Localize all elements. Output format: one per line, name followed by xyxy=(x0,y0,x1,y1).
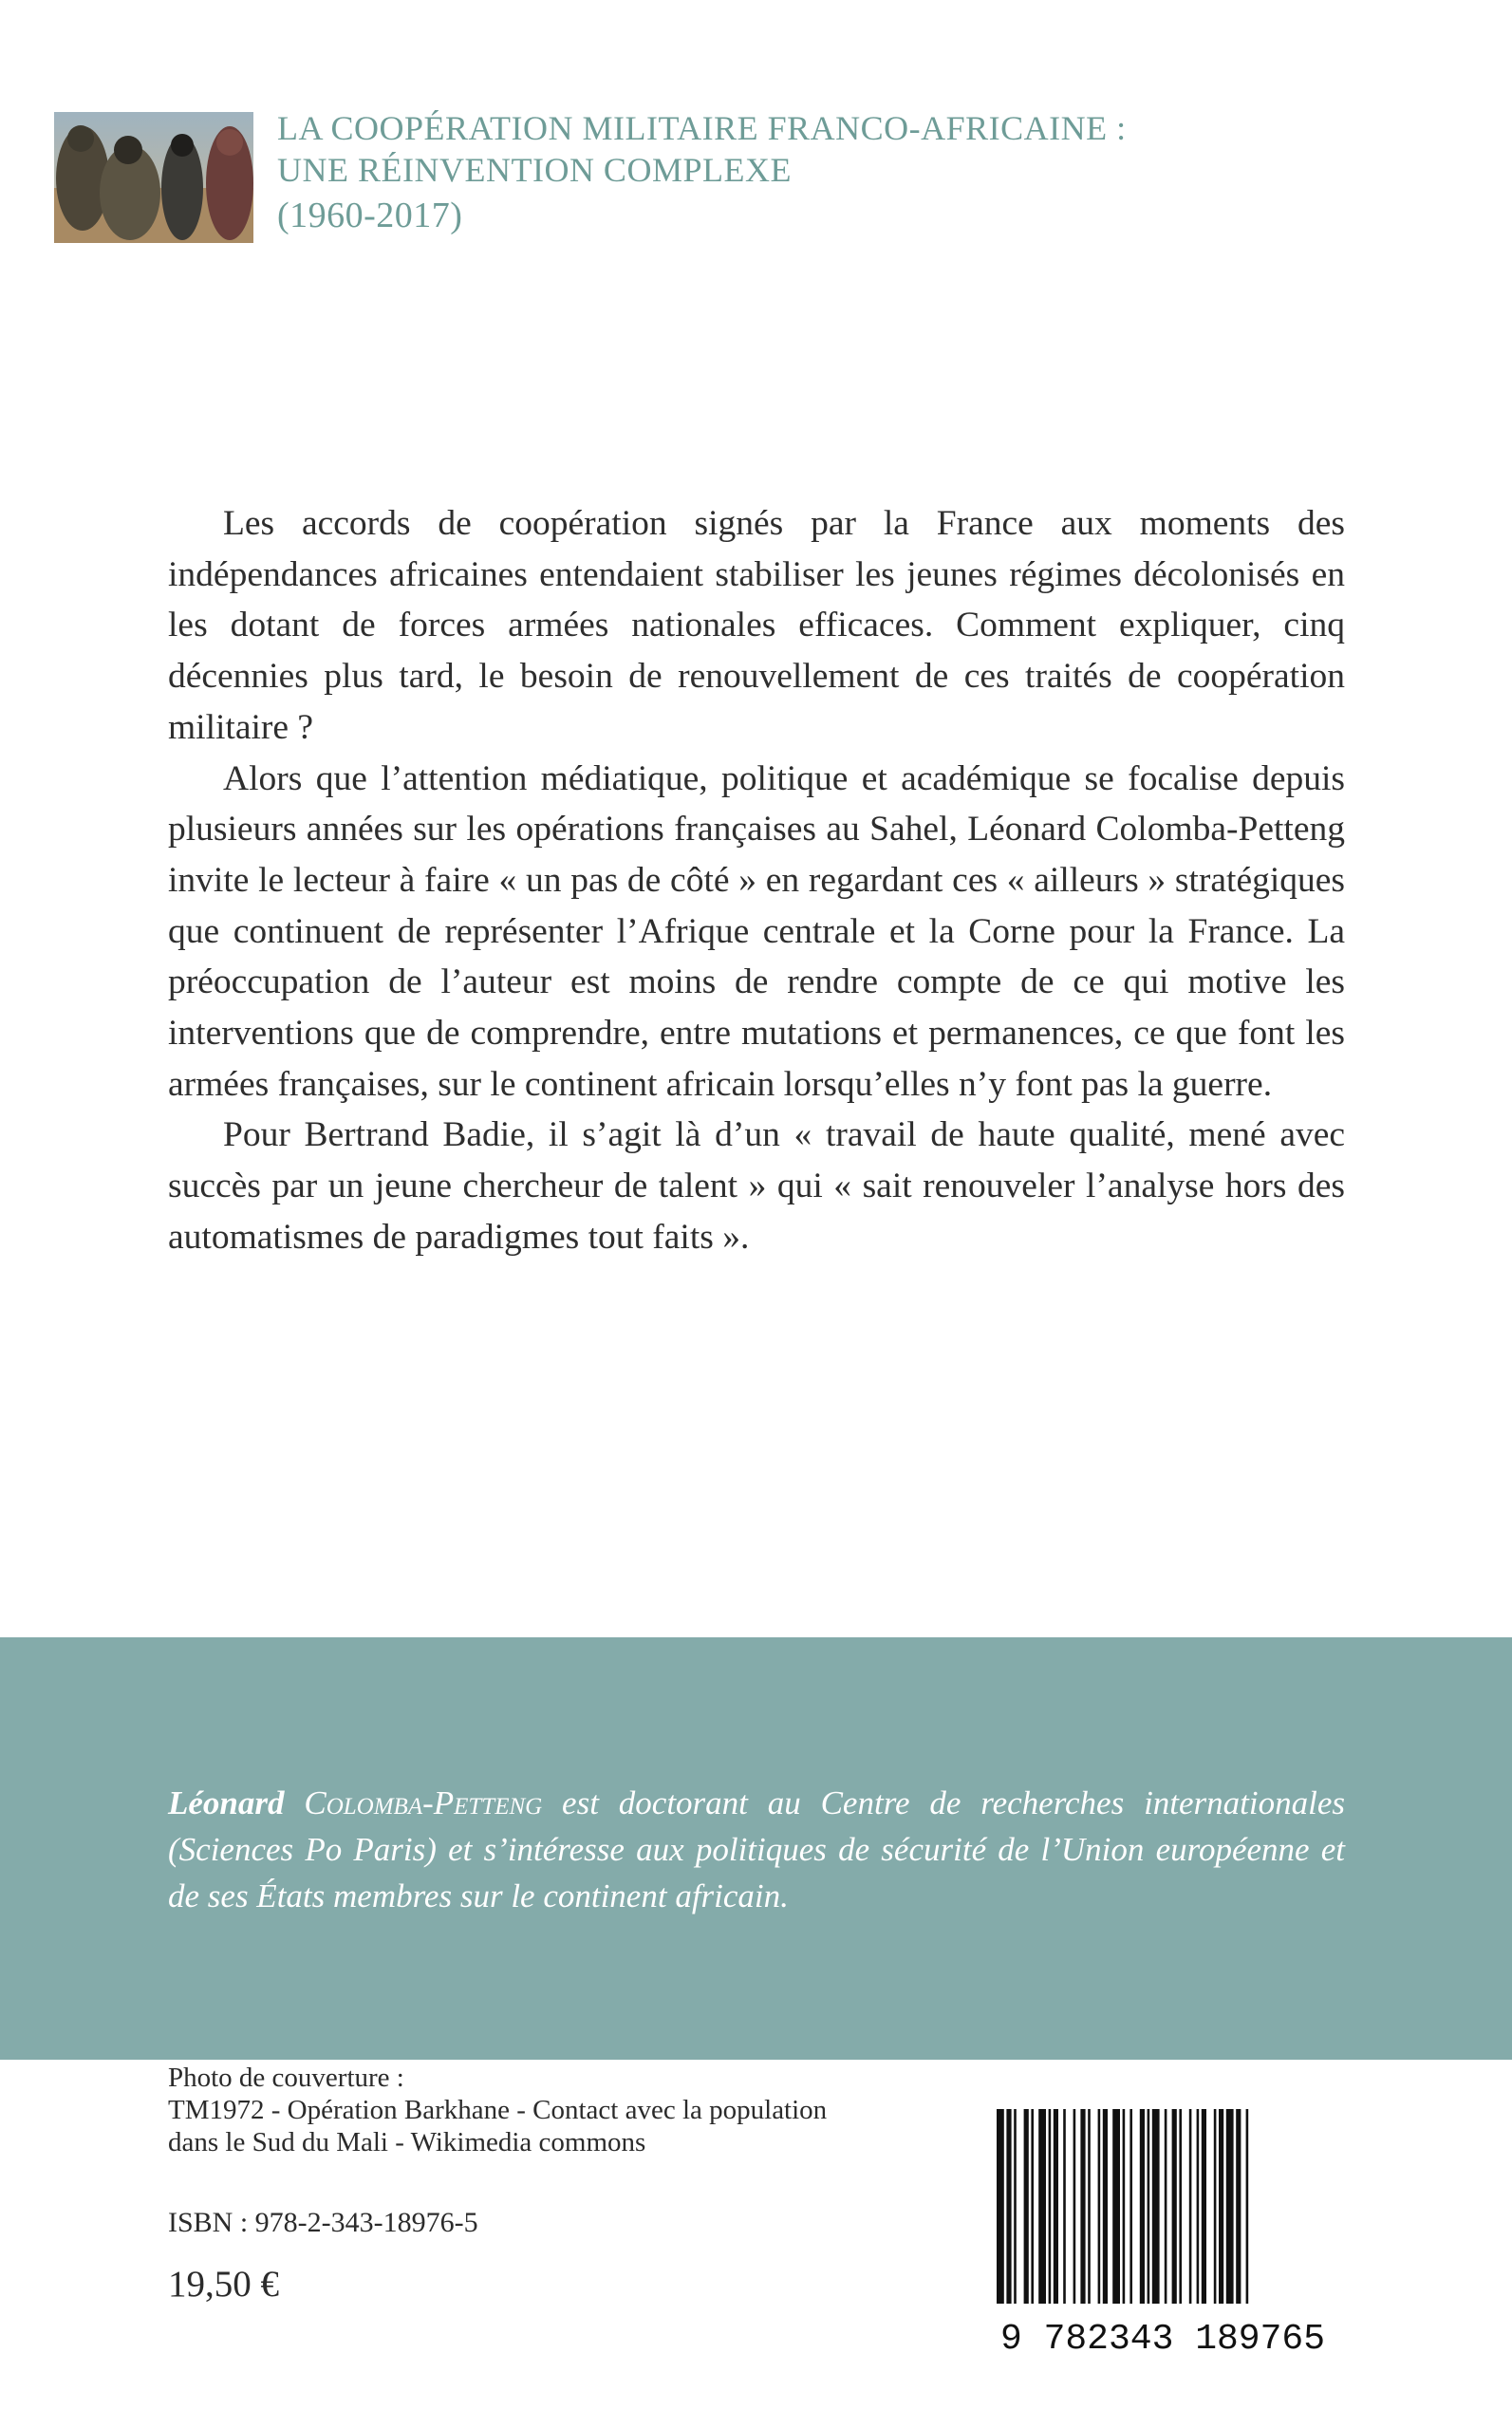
back-cover-text xyxy=(168,498,1345,1263)
barcode-digits: 9 782343 189765 xyxy=(999,2319,1326,2356)
title-line-1: LA COOPÉRATION MILITAIRE FRANCO-AFRICAINE : xyxy=(277,109,1127,147)
barcode-bar xyxy=(1088,2109,1091,2304)
barcode-bar xyxy=(1103,2109,1108,2304)
credits-line-2: dans le Sud du Mali - Wikimedia commons xyxy=(168,2127,646,2157)
barcode-bar xyxy=(1140,2109,1145,2304)
barcode-bar xyxy=(1063,2109,1066,2304)
photo-credits xyxy=(168,2062,975,2158)
barcode-bar xyxy=(1054,2109,1058,2304)
author-last-name: Colomba-Petteng xyxy=(304,1784,543,1821)
cover-photo xyxy=(54,112,253,243)
barcode-bar xyxy=(1172,2109,1177,2304)
barcode-bar xyxy=(1006,2109,1011,2304)
barcode-bar xyxy=(1031,2109,1034,2304)
barcode-bar xyxy=(1129,2109,1132,2304)
barcode-bar xyxy=(1214,2109,1217,2304)
barcode-bar xyxy=(1148,2109,1150,2304)
paragraph-2: Alors que l’attention médiatique, politique et académique se focalise depuis plusieurs années sur les opérations françaises au Sahel, Léonard Colomba-Petteng invite le lecteur à faire « un pas de côté » en regardant ces « ailleurs » stratégiques que continuent de représenter l’Afrique centrale et la Corne pour la France. La préoccupation de l’auteur est moins de rendre compte de ce qui motive les interventions que de comprendre, entre mutations et permanences, ce que font les armées françaises, sur le continent africain lorsqu’elles n’y font pas la guerre. xyxy=(168,758,1345,1104)
author-first-name: Léonard xyxy=(168,1784,285,1821)
paragraph-1: Les accords de coopération signés par la France aux moments des indépendances africaines entendaient stabiliser les jeunes régimes décolonisés en les dotant de forces armées nationales efficaces. Comment expliquer, cinq décennies plus tard, le besoin de renouvellement de ces traités de coopération militaire ? xyxy=(168,504,1345,747)
barcode-bar xyxy=(1165,2109,1167,2304)
barcode-bar xyxy=(1179,2109,1182,2304)
barcode-bar xyxy=(997,2109,1004,2304)
paragraph-3: Pour Bertrand Badie, il s’agit là d’un « travail de haute qualité, mené avec succès par un jeune chercheur de talent » qui « sait renouveler l’analyse hors des automatismes de paradigmes tout faits ». xyxy=(168,1115,1345,1257)
barcode-bar xyxy=(1246,2109,1249,2304)
barcode-bar xyxy=(1073,2109,1076,2304)
barcode-bar xyxy=(1219,2109,1223,2304)
barcode-bar xyxy=(1197,2109,1200,2304)
price: 19,50 € xyxy=(168,2264,279,2305)
barcode-bar xyxy=(1189,2109,1192,2304)
author-bio-text: est doctorant au Centre de recherches internationales (Sciences Po Paris) et s’intéresse aux politiques de sécurité de l’Union européenne et de ses États membres sur le continent africain. xyxy=(168,1784,1345,1914)
barcode-bar xyxy=(1152,2109,1160,2304)
barcode-bar xyxy=(1226,2109,1234,2304)
barcode-bar xyxy=(1202,2109,1206,2304)
barcode-bar xyxy=(1024,2109,1029,2304)
book-title xyxy=(277,107,1416,236)
barcode-bar xyxy=(1112,2109,1120,2304)
credits-label: Photo de couverture : xyxy=(168,2063,404,2093)
author-bio xyxy=(168,1780,1345,1919)
credits-line-1: TM1972 - Opération Barkhane - Contact avec la population xyxy=(168,2095,828,2125)
title-line-2: UNE RÉINVENTION COMPLEXE xyxy=(277,151,792,189)
barcode-bar xyxy=(1049,2109,1052,2304)
barcode-bar xyxy=(1236,2109,1241,2304)
isbn: ISBN : 978-2-343-18976-5 xyxy=(168,2207,478,2238)
barcode-bar xyxy=(1098,2109,1101,2304)
barcode xyxy=(987,2109,1338,2356)
title-dates: (1960-2017) xyxy=(277,196,463,235)
barcode-bar xyxy=(1080,2109,1085,2304)
barcode-bar xyxy=(1123,2109,1126,2304)
barcode-bar xyxy=(1014,2109,1017,2304)
barcode-bar xyxy=(1038,2109,1046,2304)
